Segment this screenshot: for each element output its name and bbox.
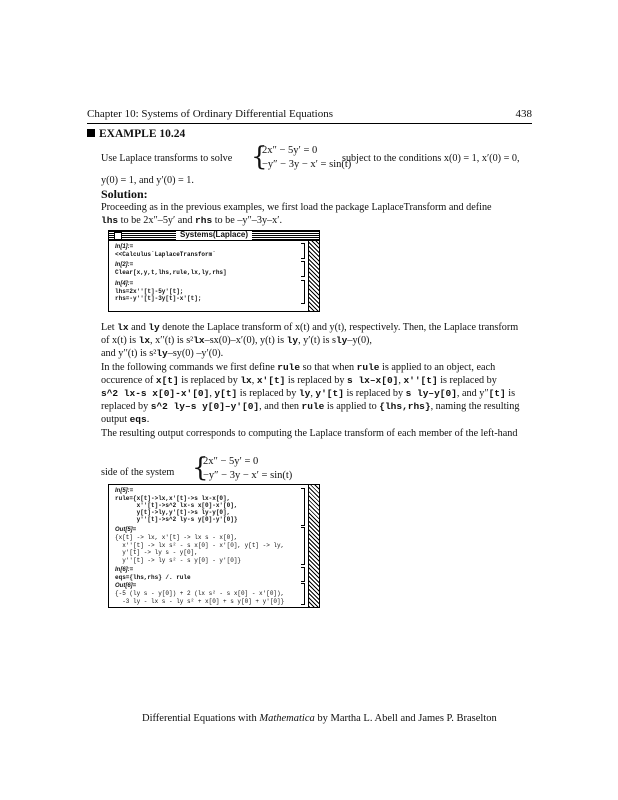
cell-bracket[interactable] [301,243,305,259]
notebook-window-1[interactable] [108,230,320,312]
p2-text: so that when [300,361,357,373]
code-ly: ly [148,322,160,333]
p2-text: , [310,388,316,400]
p2-text: Let [101,322,118,333]
cell-bracket[interactable] [301,527,305,565]
problem-conditions: subject to the conditions x(0) = 1, x′(0) = 0, [342,153,520,164]
in4-input-line1[interactable]: lhs=2x''[t]-5y'[t]; [115,288,184,295]
left-brace: { [192,453,209,483]
p2-text: and [128,322,149,333]
code-lx: lx [138,335,151,347]
code-ypt: y'[t] [315,388,344,400]
p2-text: The resulting output corresponds to computing the Laplace transform of each member of the left-hand [101,427,518,439]
cell-bracket[interactable] [301,488,305,526]
p2-text: , and y″ [456,388,489,400]
in1-label: In[1]:= [115,244,134,250]
code-ly: ly [156,348,168,360]
p2-text: occurence of [101,374,156,386]
in2-input[interactable]: Clear[x,y,t,lhs,rule,lx,ly,rhs] [115,269,227,276]
code-ly: ly [286,335,299,347]
p2-text: is replaced by [437,374,497,386]
problem-equation-1: 2x″ − 5y′ = 0 [262,145,318,156]
code-rule: rule [277,361,301,373]
left-brace: { [251,142,268,172]
p2-text: is [505,388,516,400]
out6-line2: -3 ly - lx s - ly s² + x[0] + s y[0] + y'[0]} [115,598,285,605]
problem-lead: Use Laplace transforms to solve [101,153,233,164]
para1-mid: to be 2x″–5y′ and [118,215,196,227]
code-lhs-rhs: {lhs,rhs} [379,401,431,413]
out5-line3: y'[t] -> ly s - y[0], [115,549,198,556]
code-lx: lx [240,374,252,386]
p2-text: , y′(t) is s [298,335,336,347]
cell-bracket[interactable] [301,280,305,304]
out5-label: Out[5]= [115,527,137,533]
p2-text: . [146,414,150,426]
footer-text: Differential Equations with [142,713,260,724]
code-ly: ly [298,388,311,400]
code-rule: rule [301,401,325,413]
example-label: EXAMPLE 10.24 [99,128,186,140]
header-rule [87,123,532,124]
in5-label: In[5]:= [115,488,134,494]
p2-text: of x(t) is [101,335,139,347]
example-heading [87,128,185,140]
in6-input[interactable]: eqs={lhs,rhs} /. rule [115,574,191,581]
out5-line4: y''[t] -> ly s² - s y[0] - y'[0]} [115,557,242,564]
code-yt: y[t] [214,388,238,400]
p2-text: is replaced by [343,388,406,400]
p2-text: is applied to an object, each [379,361,496,373]
p2-text: , naming the resulting [430,401,520,413]
window-title: Systems(Laplace) [176,230,252,240]
paragraph-2 [101,321,541,440]
code-lhs: lhs [101,215,119,227]
vertical-scrollbar[interactable] [308,241,319,311]
p2-text: , [251,374,257,386]
code-rhs: rhs [195,215,213,227]
close-box-icon[interactable] [114,232,122,240]
code-xt: x[t] [155,374,179,386]
out6-label: Out[6]= [115,583,137,589]
code-xpt: x'[t] [256,374,286,386]
code-t: [t] [488,388,506,400]
window-title-bar[interactable] [109,231,319,241]
cell-bracket[interactable] [301,583,305,605]
code-xppt: x''[t] [403,374,438,386]
p2-text: , and then [259,401,302,413]
solution-heading: Solution: [101,187,148,201]
out5-line1: {x[t] -> lx, x'[t] -> lx s - x[0], [115,534,238,541]
code-sly: s ly–y[0] [405,388,457,400]
in6-label: In[6]:= [115,567,134,573]
p2-text: , x′′(t) is s² [150,335,194,347]
system-equation-2: −y″ − 3y − x′ = sin(t) [203,470,293,481]
code-lx: lx [193,335,205,347]
in4-input-line2[interactable]: rhs=-y''[t]-3y[t]-x'[t]; [115,295,202,302]
p2-text: –sy(0) –y′(0). [167,348,224,360]
p2-text: is replaced by [237,388,299,400]
p2-text: –sx(0)–x′(0), y(t) is [204,335,287,347]
in5-line2[interactable]: x''[t]->s^2 lx-s x[0]-x'[0], [115,502,238,509]
code-eqs: eqs [129,414,147,426]
p2-text: and y′′(t) is s² [101,348,157,360]
p2-text: , [209,388,215,400]
p2-text: –y(0), [347,335,372,347]
p2-text: In the following commands we first define [101,361,278,373]
code-s2lx: s^2 lx-s x[0]-x'[0] [101,388,210,400]
p2-text: denote the Laplace transform of x(t) and y(t), respectively. Then, the Laplace transform [159,322,519,333]
in2-label: In[2]:= [115,262,134,268]
problem-equation-2: −y″ − 3y − x′ = sin(t) [262,159,352,170]
in5-line3[interactable]: y[t]->ly,y'[t]->s ly-y[0], [115,509,231,516]
square-bullet-icon [87,129,95,137]
cell-bracket[interactable] [301,261,305,277]
page-number: 438 [515,108,532,120]
out6-line1: {-5 (ly s - y[0]) + 2 (lx s² - s x[0] - x'[0]), [115,590,285,597]
p2-text: replaced by [101,401,151,413]
problem-conditions-2: y(0) = 1, and y′(0) = 1. [101,175,194,186]
p2-side-of-system: side of the system [101,467,175,478]
p2-text: is replaced by [178,374,241,386]
in5-line4[interactable]: y''[t]->s^2 ly-s y[0]-y'[0]} [115,516,238,523]
code-lx: lx [117,322,129,333]
code-rule: rule [356,361,380,373]
footer-brand: Mathematica [259,713,315,724]
notebook-window-2[interactable] [108,484,320,608]
chapter-title: Chapter 10: Systems of Ordinary Differential Equations [87,108,334,120]
paragraph-1 [101,201,536,227]
in4-label: In[4]:= [115,281,134,287]
code-s2ly: s^2 ly–s y[0]–y'[0] [150,401,260,413]
para1-line1: Proceeding as in the previous examples, we first load the package LaplaceTransform and define [101,202,492,213]
para1-end: to be –y″–3y–x′. [212,215,283,227]
p2-text: is replaced by [285,374,348,386]
p2-text: , [398,374,404,386]
system-equation-1: 2x″ − 5y′ = 0 [203,456,259,467]
page-footer [142,713,497,724]
p2-text: output [101,414,130,426]
in5-line1[interactable]: rule={x[t]->lx,x'[t]->s lx-x[0], [115,495,231,502]
vertical-scrollbar[interactable] [308,485,319,607]
code-slx: s lx–x[0] [347,374,399,386]
p2-text: is applied to [324,401,380,413]
out5-line2: x''[t] -> lx s² - s x[0] - x'[0], y[t] -> ly, [115,542,285,549]
cell-bracket[interactable] [301,567,305,582]
code-ly: ly [335,335,348,347]
in1-input[interactable]: <<Calculus`LaplaceTransform` [115,251,216,258]
footer-text: by Martha L. Abell and James P. Braselton [314,713,497,724]
